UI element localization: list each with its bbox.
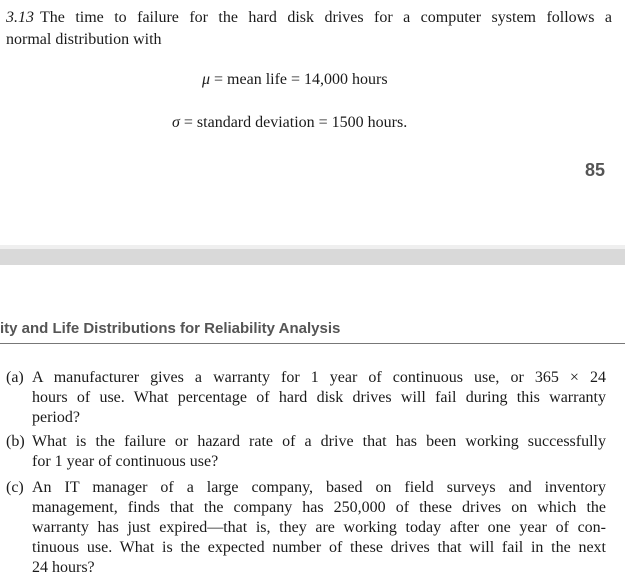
part-line: What is the failure or hazard rate of a drive that has been working successfully	[32, 433, 606, 450]
mu-symbol: μ	[202, 71, 211, 88]
heading-rule	[0, 343, 625, 344]
part-label: (b)	[6, 433, 25, 450]
part-line: A manufacturer gives a warranty for 1 year of continuous use, or 365 × 24	[32, 369, 606, 386]
part-line: for 1 year of continuous use?	[32, 453, 219, 470]
part-line: period?	[32, 409, 80, 426]
part-line: An IT manager of a large company, based on field surveys and inventory	[32, 479, 606, 496]
equation-sigma	[172, 113, 407, 133]
part-line: management, finds that the company has 250,000 of these drives on which the	[32, 499, 606, 516]
chapter-heading: ity and Life Distributions for Reliability Analysis	[0, 320, 341, 337]
part-line: 24 hours?	[32, 559, 95, 576]
problem-intro-line-1	[6, 8, 612, 28]
part-line: hours of use. What percentage of hard disk drives will fail during this warranty	[32, 389, 606, 406]
problem-intro-line-2: normal distribution with	[6, 31, 162, 48]
part-line: warranty has just expired—that is, they are working today after one year of con-	[32, 519, 606, 536]
part-label: (c)	[6, 479, 24, 496]
part-label: (a)	[6, 369, 24, 386]
page-break-bar	[0, 249, 625, 265]
sigma-symbol: σ	[172, 114, 180, 131]
problem-intro-text: The time to failure for the hard disk drives for a computer system follows a	[40, 9, 612, 26]
problem-number: 3.13	[6, 9, 34, 26]
page-number: 85	[584, 160, 605, 180]
equation-mu	[202, 70, 388, 90]
part-line: tinuous use. What is the expected number of these drives that will fail in the next	[32, 539, 606, 556]
equation-sigma-text: = standard deviation = 1500 hours.	[179, 114, 408, 131]
equation-mu-text: = mean life = 14,000 hours	[210, 71, 388, 88]
